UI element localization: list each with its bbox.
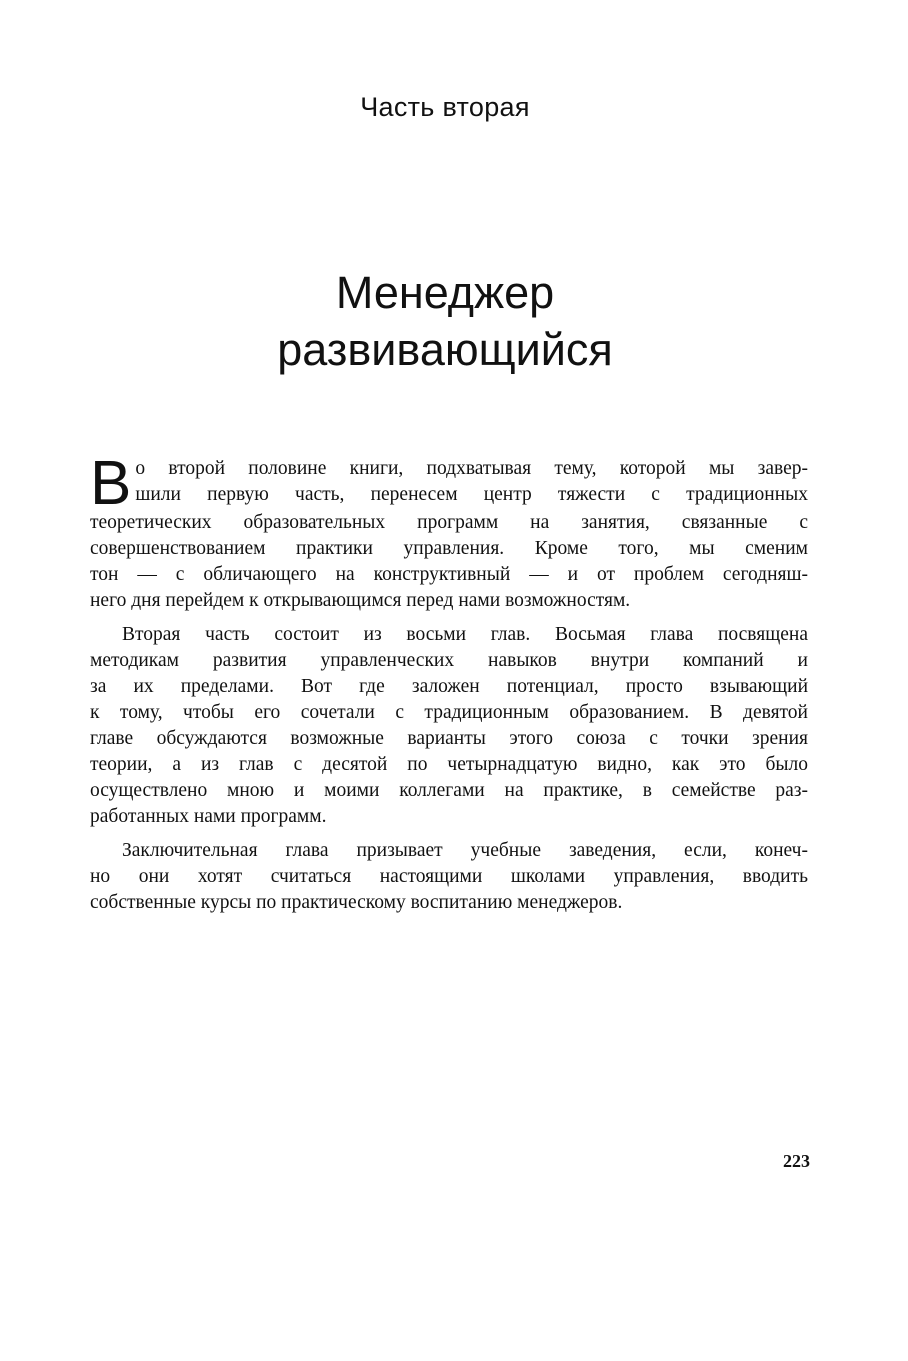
paragraph-line: методикам развития управленческих навыков внутри компаний и	[90, 650, 808, 671]
paragraph-line: теоретических образовательных программ на занятия, связанные с	[90, 512, 808, 533]
paragraph-line: шили первую часть, перенесем центр тяжести с традиционных	[135, 484, 808, 505]
paragraph-line: работанных нами программ.	[90, 806, 327, 827]
paragraph-line: Вторая часть состоит из восьми глав. Восьмая глава посвящена	[122, 624, 808, 645]
paragraph-2	[90, 622, 808, 830]
part-title	[0, 264, 890, 378]
drop-cap: В	[90, 449, 132, 518]
paragraph-line: но они хотят считаться настоящими школами управления, вводить	[90, 866, 808, 887]
part-title-line-1: Менеджер	[335, 267, 555, 318]
paragraph-3	[90, 838, 808, 916]
paragraph-line: осуществлено мною и моими коллегами на практике, в семействе раз-	[90, 780, 808, 801]
paragraph-1	[90, 449, 808, 614]
paragraph-line: к тому, чтобы его сочетали с традиционным образованием. В девятой	[90, 702, 808, 723]
paragraph-line: него дня перейдем к открывающимся перед нами возможностям.	[90, 590, 631, 611]
page-number: 223	[783, 1151, 810, 1171]
body-text	[90, 449, 808, 916]
paragraph-line: совершенствованием практики управления. Кроме того, мы сменим	[90, 538, 808, 559]
part-title-line-2: развивающийся	[277, 324, 613, 375]
paragraph-line: о второй половине книги, подхватывая тему, которой мы завер-	[135, 458, 808, 479]
part-label: Часть вторая	[360, 92, 530, 122]
paragraph-line: Заключительная глава призывает учебные заведения, если, конеч-	[122, 840, 808, 861]
paragraph-line: тон — с обличающего на конструктивный — и от проблем сегодняш-	[90, 564, 808, 585]
paragraph-line: теории, а из глав с десятой по четырнадцатую видно, как это было	[90, 754, 808, 775]
paragraph-line: за их пределами. Вот где заложен потенциал, просто взывающий	[90, 676, 808, 697]
paragraph-line: главе обсуждаются возможные варианты этого союза с точки зрения	[90, 728, 808, 749]
paragraph-line: собственные курсы по практическому воспитанию менеджеров.	[90, 892, 623, 913]
